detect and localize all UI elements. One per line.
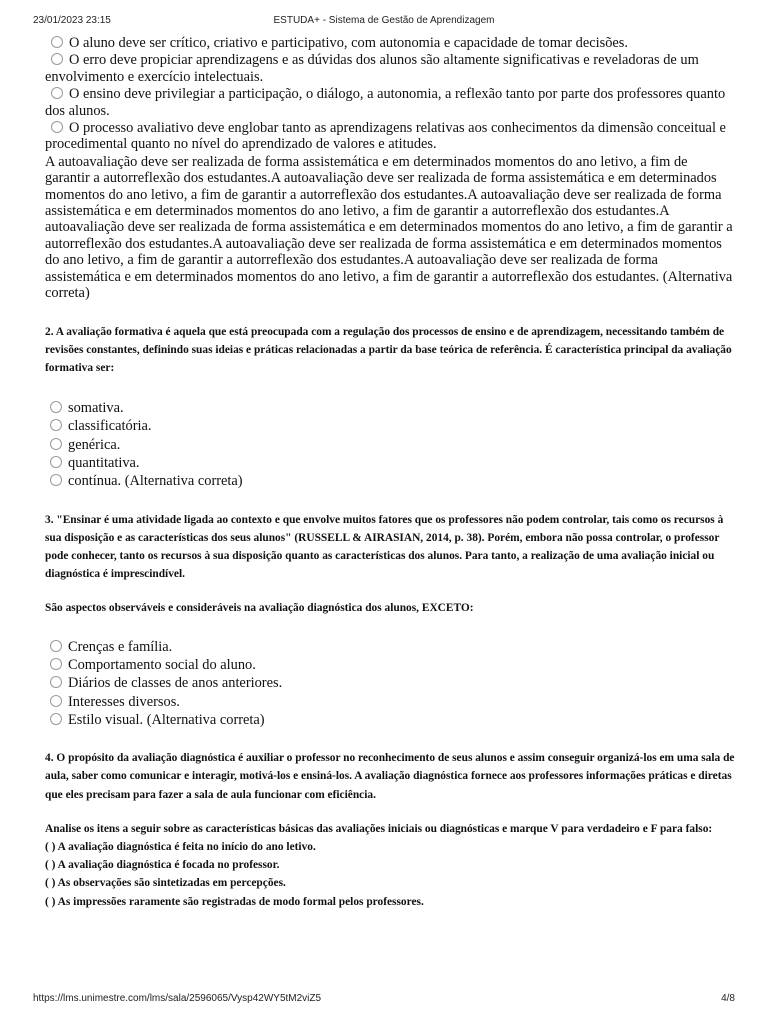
option-label: O ensino deve privilegiar a participação, o diálogo, a autonomia, a reflexão tanto por parte dos professores quanto dos alunos.	[45, 86, 726, 119]
page-url[interactable]: https://lms.unimestre.com/lms/sala/2596065/Vysp42WY5tM2viZ5	[33, 993, 322, 1004]
option-item[interactable]	[45, 472, 735, 490]
option-label: Comportamento social do aluno.	[68, 656, 256, 673]
vf-item: ( ) A avaliação diagnóstica é focada no professor.	[45, 859, 280, 872]
radio-icon[interactable]	[50, 695, 62, 707]
option-item[interactable]	[45, 35, 735, 51]
option-item[interactable]	[45, 711, 735, 729]
option-item[interactable]	[45, 674, 735, 692]
option-item[interactable]	[45, 52, 735, 85]
radio-icon[interactable]	[50, 419, 62, 431]
option-item[interactable]	[45, 399, 735, 417]
option-label: Interesses diversos.	[68, 693, 180, 710]
page-content	[45, 35, 735, 911]
option-label: somativa.	[68, 400, 124, 417]
question-4-stem: 4. O propósito da avaliação diagnóstica é auxiliar o professor no reconhecimento de seus alunos e assim conseguir organizá-los em uma sala de aula, saber como comunicar e interagir, motivá-los e ensiná-los. A avaliação diagnóstica fornece aos professores informações práticas e diretas que eles precisam para fazer a sala de aula funcionar com eficiência.	[45, 752, 735, 801]
correct-answer-text: A autoavaliação deve ser realizada de forma assistemática e em determinados momentos do ano letivo, a fim de garantir a autorreflexão dos estudantes.A autoavaliação deve ser realizada de forma assistemática e em determinados momentos do ano letivo, a fim de garantir a autorreflexão dos estudantes.A autoavaliação deve ser realizada de forma assistemática e em determinados momentos do ano letivo, a fim de garantir a autorreflexão dos estudantes.A autoavaliação deve ser realizada de forma assistemática e em determinados momentos do ano letivo, a fim de garantir a autorreflexão dos estudantes.A autoavaliação deve ser realizada de forma assistemática e em determinados momentos do ano letivo, a fim de garantir a autorreflexão dos estudantes.A autoavaliação deve ser realizada de forma assistemática e em determinados momentos do ano letivo, a fim de garantir a autorreflexão dos estudantes. (Alternativa correta)	[45, 153, 733, 302]
question-3	[45, 511, 735, 730]
option-label: quantitativa.	[68, 455, 140, 471]
radio-icon[interactable]	[50, 658, 62, 670]
option-item[interactable]	[45, 693, 735, 711]
print-footer	[0, 993, 768, 1009]
question-2-stem: 2. A avaliação formativa é aquela que está preocupada com a regulação dos processos de ensino e de aprendizagem, necessitando também de revisões constantes, definindo suas ideias e práticas relacionadas a partir da base teórica de referência. É característica principal da avaliação formativa ser:	[45, 325, 732, 374]
vf-item: ( ) A avaliação diagnóstica é feita no início do ano letivo.	[45, 840, 316, 853]
question-2	[45, 323, 735, 491]
option-item[interactable]	[45, 436, 735, 454]
option-label: Diários de classes de anos anteriores.	[68, 675, 283, 692]
print-datetime: 23/01/2023 23:15	[33, 15, 111, 26]
page-title: ESTUDA+ - Sistema de Gestão de Aprendizagem	[273, 15, 495, 26]
option-label: contínua. (Alternativa correta)	[68, 473, 243, 490]
radio-icon[interactable]	[50, 640, 62, 652]
option-label: O erro deve propiciar aprendizagens e as dúvidas dos alunos são altamente significativas e reveladoras de um envolvimento e exercício intelectuais.	[45, 52, 699, 85]
option-item[interactable]	[45, 454, 735, 472]
radio-icon[interactable]	[50, 438, 62, 450]
vf-item: ( ) As impressões raramente são registradas de modo formal pelos professores.	[45, 895, 424, 908]
option-label: O processo avaliativo deve englobar tanto as aprendizagens relativas aos conhecimentos da dimensão conceitual e procedimental quanto no nível do aprendizado de valores e atitudes.	[45, 120, 726, 153]
print-header	[0, 15, 768, 31]
option-item[interactable]	[45, 638, 735, 656]
option-item[interactable]	[45, 120, 735, 153]
question-3-prompt: São aspectos observáveis e consideráveis na avaliação diagnóstica dos alunos, EXCETO:	[45, 602, 474, 615]
radio-icon[interactable]	[50, 676, 62, 688]
option-label: genérica.	[68, 436, 121, 453]
radio-icon[interactable]	[51, 121, 63, 133]
option-item[interactable]	[45, 656, 735, 674]
vf-item: ( ) As observações são sintetizadas em percepções.	[45, 877, 286, 890]
option-label: Estilo visual. (Alternativa correta)	[68, 711, 265, 728]
option-label: classificatória.	[68, 418, 152, 435]
question-3-stem: 3. "Ensinar é uma atividade ligada ao contexto e que envolve muitos fatores que os professores não podem controlar, tais como os recursos à sua disposição e as características dos seus alunos" (RUSSELL & AIRASIAN, 2014, p. 38). Porém, embora não possa controlar, o professor pode conhecer, tanto os recursos à sua disposição quanto as características dos alunos. Para tanto, a realização de uma avaliação inicial ou diagnóstica é imprescindível.	[45, 513, 724, 581]
radio-icon[interactable]	[50, 474, 62, 486]
option-label: Crenças e família.	[68, 638, 173, 655]
radio-icon[interactable]	[51, 87, 63, 99]
radio-icon[interactable]	[51, 53, 63, 65]
option-item[interactable]	[45, 417, 735, 435]
radio-icon[interactable]	[50, 713, 62, 725]
radio-icon[interactable]	[51, 36, 63, 48]
question-4-prompt: Analise os itens a seguir sobre as características básicas das avaliações iniciais ou diagnósticas e marque V para verdadeiro e F para falso:	[45, 822, 713, 835]
radio-icon[interactable]	[50, 401, 62, 413]
radio-icon[interactable]	[50, 456, 62, 468]
option-label: O aluno deve ser crítico, criativo e participativo, com autonomia e capacidade de tomar decisões.	[69, 35, 629, 51]
question-4	[45, 749, 735, 911]
page-number: 4/8	[721, 993, 735, 1004]
option-item[interactable]	[45, 86, 735, 119]
question-1-options	[45, 35, 735, 302]
